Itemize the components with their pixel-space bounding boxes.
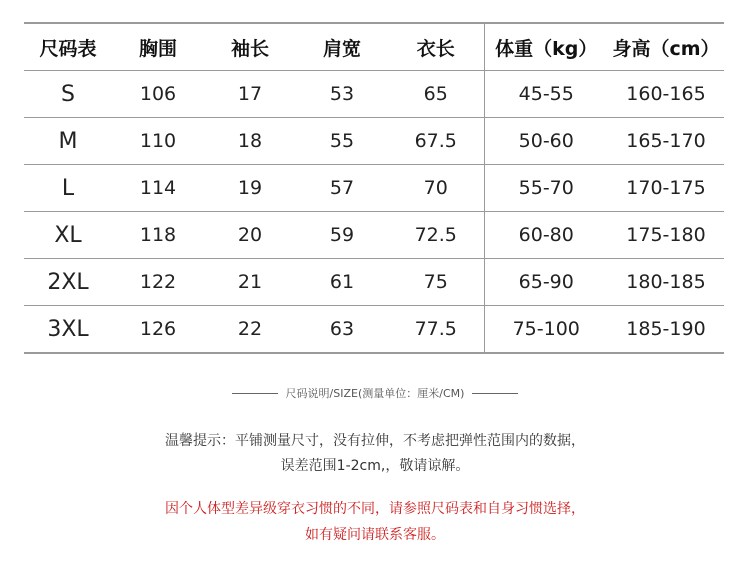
caption-right-rule	[472, 393, 518, 394]
weight-cell: 55-70	[484, 165, 608, 212]
table-row	[24, 71, 724, 118]
length-cell: 65	[388, 71, 484, 118]
length-cell: 75	[388, 259, 484, 306]
length-cell: 72.5	[388, 212, 484, 259]
header-weight: 体重（kg）	[484, 23, 608, 71]
shoulder-cell: 59	[296, 212, 388, 259]
shoulder-cell: 53	[296, 71, 388, 118]
size-cell: 2XL	[24, 259, 112, 306]
sleeve-cell: 18	[204, 118, 296, 165]
size-cell: S	[24, 71, 112, 118]
sleeve-cell: 22	[204, 306, 296, 354]
chest-cell: 114	[112, 165, 204, 212]
sleeve-cell: 17	[204, 71, 296, 118]
length-cell: 67.5	[388, 118, 484, 165]
header-shoulder: 肩宽	[296, 23, 388, 71]
weight-cell: 65-90	[484, 259, 608, 306]
height-cell: 170-175	[608, 165, 724, 212]
sleeve-cell: 20	[204, 212, 296, 259]
table-row	[24, 165, 724, 212]
height-cell: 180-185	[608, 259, 724, 306]
size-caption	[0, 385, 750, 401]
size-cell: XL	[24, 212, 112, 259]
size-chart-table	[24, 22, 724, 354]
size-cell: 3XL	[24, 306, 112, 354]
table-row	[24, 259, 724, 306]
weight-cell: 45-55	[484, 71, 608, 118]
length-cell: 77.5	[388, 306, 484, 354]
caption-text: 尺码说明/SIZE(测量单位：厘米/CM)	[285, 387, 465, 400]
header-size: 尺码表	[24, 23, 112, 71]
table-header-row	[24, 23, 724, 71]
header-chest: 胸围	[112, 23, 204, 71]
weight-cell: 50-60	[484, 118, 608, 165]
shoulder-cell: 55	[296, 118, 388, 165]
shoulder-cell: 63	[296, 306, 388, 354]
fit-note-line-1: 因个人体型差异级穿衣习惯的不同，请参照尺码表和自身习惯选择，	[165, 501, 585, 517]
measurement-tip-line-2: 误差范围1-2cm,，敬请谅解。	[280, 458, 470, 474]
sleeve-cell: 19	[204, 165, 296, 212]
measurement-tip-line-1: 温馨提示：平铺测量尺寸，没有拉伸，不考虑把弹性范围内的数据，	[165, 433, 585, 449]
header-length: 衣长	[388, 23, 484, 71]
chest-cell: 118	[112, 212, 204, 259]
chest-cell: 110	[112, 118, 204, 165]
header-sleeve: 袖长	[204, 23, 296, 71]
table-row	[24, 118, 724, 165]
height-cell: 185-190	[608, 306, 724, 354]
chest-cell: 122	[112, 259, 204, 306]
height-cell: 160-165	[608, 71, 724, 118]
caption-left-rule	[232, 393, 278, 394]
weight-cell: 60-80	[484, 212, 608, 259]
shoulder-cell: 57	[296, 165, 388, 212]
chest-cell: 126	[112, 306, 204, 354]
size-cell: L	[24, 165, 112, 212]
height-cell: 175-180	[608, 212, 724, 259]
header-height: 身高（cm）	[608, 23, 724, 71]
fit-note-line-2: 如有疑问请联系客服。	[305, 527, 445, 543]
height-cell: 165-170	[608, 118, 724, 165]
table-row	[24, 306, 724, 354]
weight-cell: 75-100	[484, 306, 608, 354]
shoulder-cell: 61	[296, 259, 388, 306]
length-cell: 70	[388, 165, 484, 212]
chest-cell: 106	[112, 71, 204, 118]
table-row	[24, 212, 724, 259]
sleeve-cell: 21	[204, 259, 296, 306]
size-cell: M	[24, 118, 112, 165]
